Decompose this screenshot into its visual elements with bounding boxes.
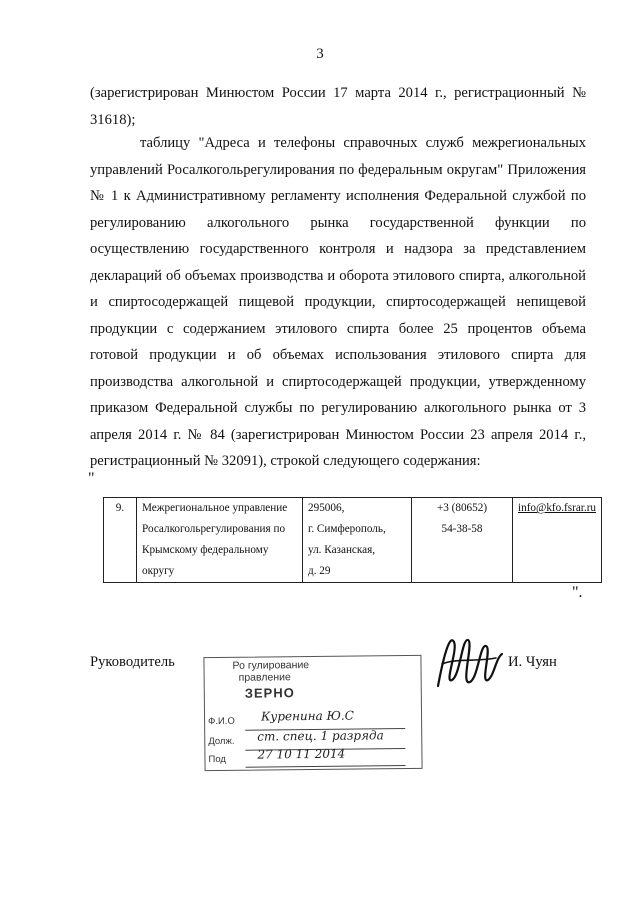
address-line: 295006, [308, 502, 345, 514]
stamp-handwritten-date: 27 10 11 2014 [257, 746, 346, 762]
address-line: д. 29 [308, 565, 331, 577]
stamp-label-date: Под [208, 753, 226, 766]
address-cell [303, 498, 412, 583]
office-name-line: Крымскому федеральному [142, 544, 269, 556]
closing-quote: ". [572, 584, 583, 601]
row-number-cell: 9. [104, 498, 137, 583]
paragraph-table-amendment: таблицу "Адреса и телефоны справочных служб межрегиональных управлений Росалкогольрегулирования по федеральным округам" Приложения № 1 к Административному регламенту исполнения Федеральной службой по регулированию алкогольного рынка государственной функции по осуществлению государственного контроля и надзора за представлением деклараций об объемах производства и оборота этилового спирта, алкогольной и спиртосодержащей пищевой продукции, спиртосодержащей непищевой продукции с содержанием этилового спирта более 25 процентов объема готовой продукции и об объемах использования этилового спирта для производства алкогольной и спиртосодержащей продукции, утвержденному приказом Федеральной службы по регулированию алкогольного рынка от 3 апреля 2014 г. № 84 (зарегистрирован Минюстом России 23 апреля 2014 г., регистрационный № 32091), строкой следующего содержания: [90, 135, 586, 469]
phone-line: +3 (80652) [436, 502, 488, 514]
stamp-label-position: Долж. [208, 735, 235, 748]
signer-name: И. Чуян [508, 654, 557, 670]
stamp-line: ЗЕРНО [244, 685, 295, 701]
office-table [103, 497, 602, 583]
stamp-line: правление [238, 671, 291, 684]
stamp-underline [246, 765, 406, 768]
phone-cell [412, 498, 513, 583]
opening-quote: " [88, 470, 95, 487]
office-name-line: Росалкогольрегулирования по [142, 523, 286, 535]
paragraph-registration: (зарегистрирован Минюстом России 17 марта 2014 г., регистрационный № 31618); [90, 85, 586, 128]
stamp-label-fio: Ф.И.О [208, 715, 235, 728]
address-line: ул. Казанская, [308, 544, 376, 556]
registration-stamp [203, 655, 422, 771]
stamp-handwritten-position: ст. спец. 1 разряда [257, 728, 384, 744]
office-name-cell [137, 498, 303, 583]
signature-icon [430, 624, 510, 704]
office-name-line: округу [142, 565, 175, 577]
phone-line: 54-38-58 [441, 523, 483, 535]
email-link[interactable]: info@kfo.fsrar.ru [518, 502, 597, 514]
stamp-handwritten-fio: Куренина Ю.С [260, 708, 354, 724]
email-cell [513, 498, 602, 583]
table-row [104, 498, 602, 583]
stamp-line: Ро гулирование [232, 659, 310, 672]
address-line: г. Симферополь, [308, 523, 386, 535]
office-name-line: Межрегиональное управление [142, 502, 288, 514]
page-number: 3 [316, 46, 324, 62]
signer-title: Руководитель [90, 654, 175, 670]
